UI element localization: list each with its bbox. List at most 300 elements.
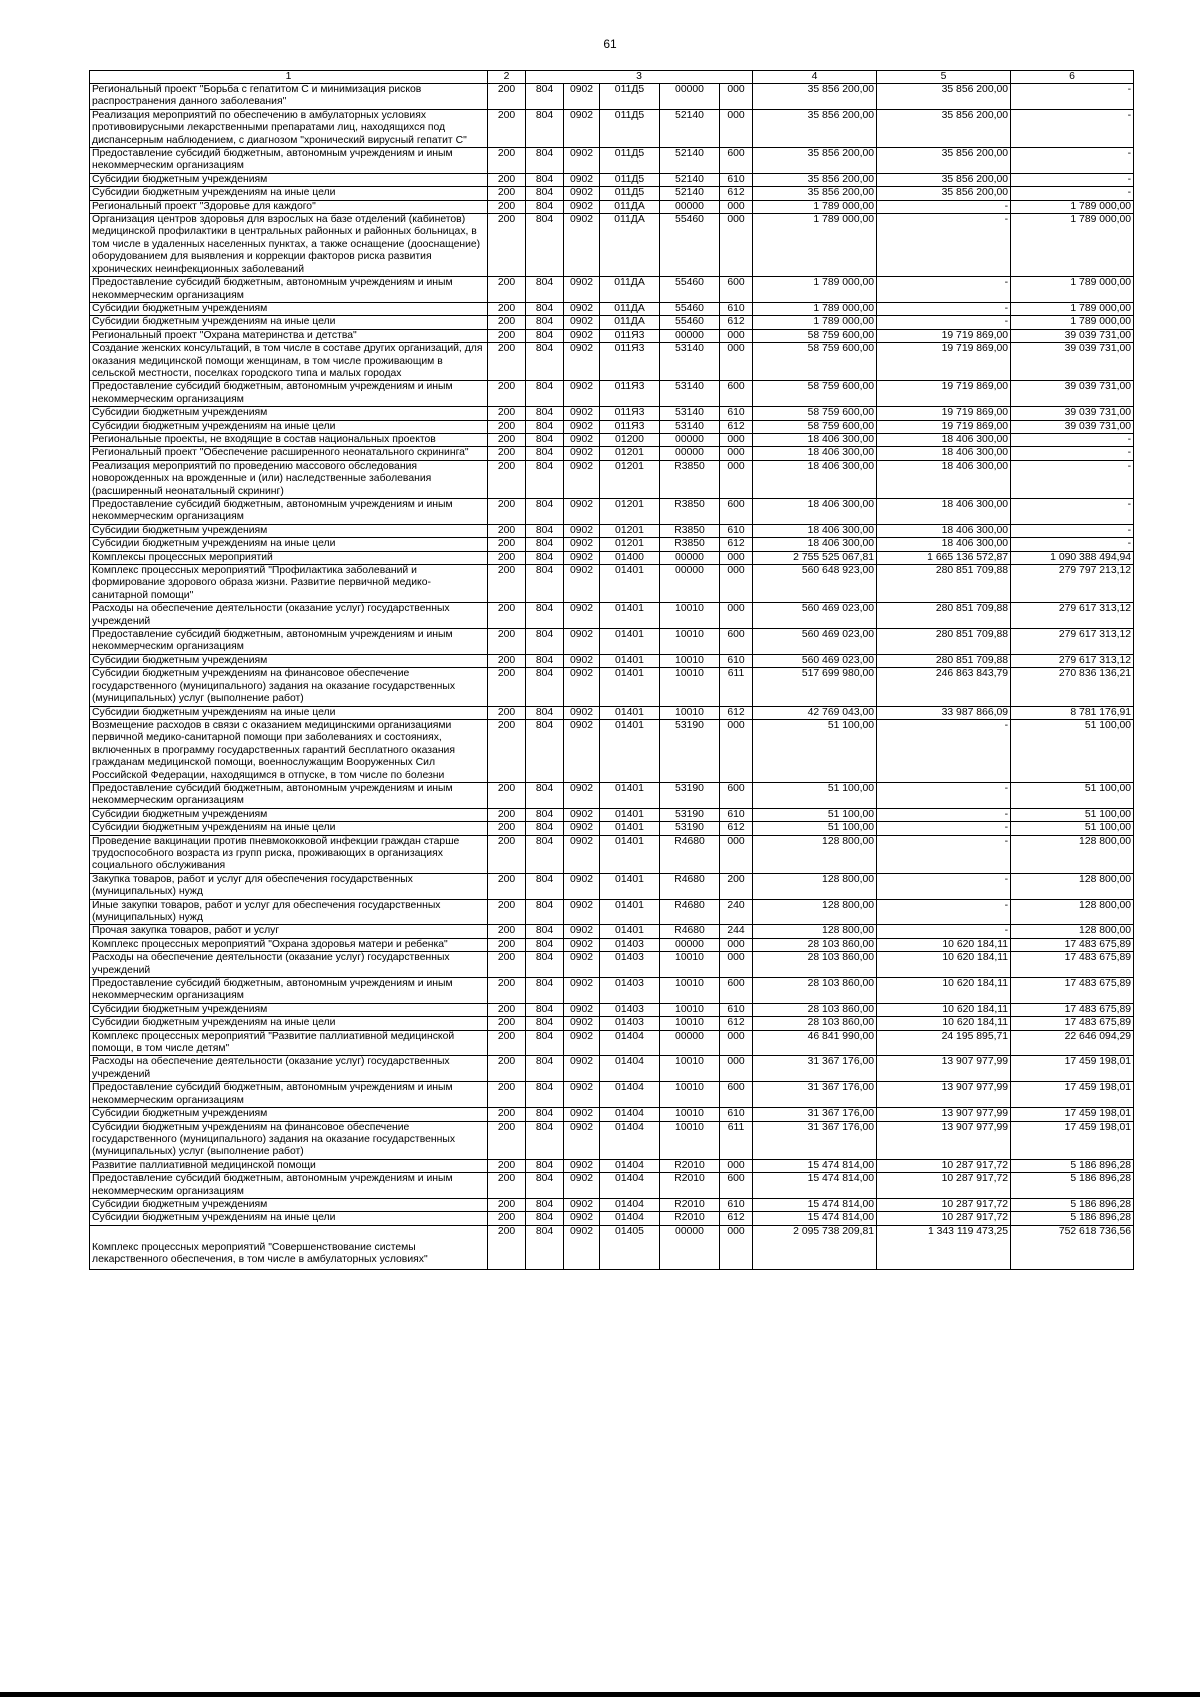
table-row	[90, 1212, 1134, 1225]
row-section-code: 804	[526, 84, 564, 110]
table-row	[90, 938, 1134, 951]
row-admin-code: 200	[488, 1198, 526, 1211]
row-program-code: 011Я3	[600, 329, 660, 342]
row-amount-remaining: 39 039 731,00	[1011, 343, 1134, 381]
row-name: Субсидии бюджетным учреждениям на финансовое обеспечение государственного (муниципального) задания на оказание государственных (муниципальных) услуг (выполнение работ)	[90, 668, 488, 706]
row-name: Предоставление субсидий бюджетным, автономным учреждениям и иным некоммерческим организациям	[90, 782, 488, 808]
row-section-code: 804	[526, 706, 564, 719]
row-section-code: 804	[526, 978, 564, 1004]
row-admin-code: 200	[488, 1159, 526, 1172]
row-expense-type: 612	[720, 1017, 753, 1030]
row-expense-type: 000	[720, 460, 753, 498]
table-row	[90, 187, 1134, 200]
row-program-code: 01405	[600, 1225, 660, 1269]
row-amount-plan: 31 367 176,00	[753, 1121, 877, 1159]
row-admin-code: 200	[488, 1225, 526, 1269]
row-amount-plan: 1 789 000,00	[753, 214, 877, 277]
row-amount-remaining: -	[1011, 460, 1134, 498]
row-expense-type: 612	[720, 538, 753, 551]
row-admin-code: 200	[488, 173, 526, 186]
row-expense-type: 000	[720, 1030, 753, 1056]
row-program-code: 01401	[600, 835, 660, 873]
row-amount-plan: 18 406 300,00	[753, 538, 877, 551]
row-amount-executed: -	[877, 214, 1011, 277]
row-name: Субсидии бюджетным учреждениям на иные цели	[90, 822, 488, 835]
row-admin-code: 200	[488, 302, 526, 315]
row-amount-executed: 18 406 300,00	[877, 433, 1011, 446]
row-program-code: 01401	[600, 873, 660, 899]
row-subsection-code: 0902	[564, 148, 600, 174]
row-program-code: 01401	[600, 925, 660, 938]
row-subsection-code: 0902	[564, 173, 600, 186]
row-section-code: 804	[526, 782, 564, 808]
row-subsection-code: 0902	[564, 1030, 600, 1056]
row-section-code: 804	[526, 1003, 564, 1016]
row-amount-executed: 10 287 917,72	[877, 1159, 1011, 1172]
row-amount-remaining: 39 039 731,00	[1011, 407, 1134, 420]
row-expense-type: 610	[720, 302, 753, 315]
row-name: Комплекс процессных мероприятий "Профилактика заболеваний и формирование здорового образа жизни. Развитие первичной медико-санитарной помощи"	[90, 565, 488, 603]
row-amount-executed: 10 620 184,11	[877, 1017, 1011, 1030]
row-amount-plan: 46 841 990,00	[753, 1030, 877, 1056]
table-row	[90, 1159, 1134, 1172]
row-subsection-code: 0902	[564, 84, 600, 110]
row-direction-code: 00000	[660, 329, 720, 342]
row-direction-code: R3850	[660, 538, 720, 551]
table-row	[90, 433, 1134, 446]
row-amount-executed: 18 406 300,00	[877, 524, 1011, 537]
row-amount-plan: 28 103 860,00	[753, 978, 877, 1004]
table-row	[90, 1225, 1134, 1269]
row-program-code: 011Д5	[600, 187, 660, 200]
row-subsection-code: 0902	[564, 706, 600, 719]
row-admin-code: 200	[488, 187, 526, 200]
row-program-code: 01201	[600, 538, 660, 551]
row-program-code: 011Я3	[600, 381, 660, 407]
row-program-code: 01201	[600, 460, 660, 498]
row-name: Организация центров здоровья для взрослых на базе отделений (кабинетов) медицинской профилактики в центральных районных и районных больницах, в том числе в удаленных населенных пунктах, а также оснащение (дооснащение) оборудованием для выявления и коррекции факторов риска развития хронических неинфекционных заболеваний	[90, 214, 488, 277]
row-amount-remaining: -	[1011, 538, 1134, 551]
row-expense-type: 610	[720, 1108, 753, 1121]
row-subsection-code: 0902	[564, 822, 600, 835]
row-section-code: 804	[526, 302, 564, 315]
row-direction-code: 10010	[660, 668, 720, 706]
row-direction-code: 10010	[660, 1017, 720, 1030]
row-direction-code: 55460	[660, 214, 720, 277]
row-expense-type: 610	[720, 407, 753, 420]
row-amount-remaining: 51 100,00	[1011, 782, 1134, 808]
header-col-1: 1	[90, 71, 488, 84]
row-name: Субсидии бюджетным учреждениям	[90, 1198, 488, 1211]
scan-bottom-edge	[0, 1692, 1200, 1697]
header-col-2: 2	[488, 71, 526, 84]
row-program-code: 01403	[600, 978, 660, 1004]
row-program-code: 01401	[600, 808, 660, 821]
table-row	[90, 978, 1134, 1004]
row-expense-type: 610	[720, 173, 753, 186]
row-program-code: 01404	[600, 1082, 660, 1108]
row-amount-remaining: 1 789 000,00	[1011, 214, 1134, 277]
row-amount-executed: 35 856 200,00	[877, 109, 1011, 147]
row-name: Субсидии бюджетным учреждениям на иные цели	[90, 706, 488, 719]
row-section-code: 804	[526, 1108, 564, 1121]
row-amount-plan: 517 699 980,00	[753, 668, 877, 706]
row-amount-executed: -	[877, 835, 1011, 873]
row-amount-remaining: 17 483 675,89	[1011, 978, 1134, 1004]
row-direction-code: 52140	[660, 148, 720, 174]
row-amount-plan: 31 367 176,00	[753, 1082, 877, 1108]
row-expense-type: 612	[720, 420, 753, 433]
row-section-code: 804	[526, 381, 564, 407]
row-admin-code: 200	[488, 668, 526, 706]
row-subsection-code: 0902	[564, 978, 600, 1004]
table-row	[90, 302, 1134, 315]
table-row	[90, 782, 1134, 808]
row-name: Реализация мероприятий по обеспечению в амбулаторных условиях противовирусными лекарственными препаратами лиц, находящихся под диспансерным наблюдением, с диагнозом "хронический вирусный гепатит С"	[90, 109, 488, 147]
row-amount-executed: 1 343 119 473,25	[877, 1225, 1011, 1269]
row-name: Субсидии бюджетным учреждениям на иные цели	[90, 538, 488, 551]
row-amount-executed: -	[877, 200, 1011, 213]
row-admin-code: 200	[488, 603, 526, 629]
row-amount-plan: 18 406 300,00	[753, 524, 877, 537]
row-expense-type: 600	[720, 277, 753, 303]
row-program-code: 011ДА	[600, 302, 660, 315]
row-direction-code: 00000	[660, 551, 720, 564]
row-admin-code: 200	[488, 1082, 526, 1108]
table-row	[90, 200, 1134, 213]
row-subsection-code: 0902	[564, 565, 600, 603]
row-amount-remaining: -	[1011, 433, 1134, 446]
row-amount-remaining: 5 186 896,28	[1011, 1198, 1134, 1211]
row-section-code: 804	[526, 1198, 564, 1211]
row-section-code: 804	[526, 460, 564, 498]
row-amount-executed: 19 719 869,00	[877, 381, 1011, 407]
row-admin-code: 200	[488, 109, 526, 147]
row-program-code: 01403	[600, 952, 660, 978]
row-direction-code: 10010	[660, 603, 720, 629]
row-subsection-code: 0902	[564, 420, 600, 433]
row-admin-code: 200	[488, 654, 526, 667]
row-expense-type: 200	[720, 873, 753, 899]
row-subsection-code: 0902	[564, 654, 600, 667]
row-section-code: 804	[526, 277, 564, 303]
row-name: Субсидии бюджетным учреждениям на иные цели	[90, 1212, 488, 1225]
table-row	[90, 1082, 1134, 1108]
row-amount-plan: 15 474 814,00	[753, 1173, 877, 1199]
row-program-code: 01403	[600, 1017, 660, 1030]
row-name: Расходы на обеспечение деятельности (оказание услуг) государственных учреждений	[90, 1056, 488, 1082]
row-name: Предоставление субсидий бюджетным, автономным учреждениям и иным некоммерческим организациям	[90, 1173, 488, 1199]
row-expense-type: 000	[720, 200, 753, 213]
row-name: Субсидии бюджетным учреждениям на финансовое обеспечение государственного (муниципального) задания на оказание государственных (муниципальных) услуг (выполнение работ)	[90, 1121, 488, 1159]
table-row	[90, 1017, 1134, 1030]
row-program-code: 011Я3	[600, 420, 660, 433]
row-amount-executed: 280 851 709,88	[877, 629, 1011, 655]
row-amount-remaining: 279 617 313,12	[1011, 654, 1134, 667]
row-direction-code: 55460	[660, 316, 720, 329]
row-expense-type: 000	[720, 603, 753, 629]
row-direction-code: R4680	[660, 835, 720, 873]
row-amount-executed: -	[877, 719, 1011, 782]
row-direction-code: 10010	[660, 1003, 720, 1016]
row-name: Создание женских консультаций, в том числе в составе других организаций, для оказания медицинской помощи женщинам, в том числе проживающим в сельской местности, поселках городского типа и малых городах	[90, 343, 488, 381]
row-amount-remaining: 51 100,00	[1011, 719, 1134, 782]
table-row	[90, 1108, 1134, 1121]
row-direction-code: 55460	[660, 302, 720, 315]
row-amount-remaining: 17 483 675,89	[1011, 1003, 1134, 1016]
table-row	[90, 407, 1134, 420]
header-col-6: 6	[1011, 71, 1134, 84]
row-expense-type: 000	[720, 719, 753, 782]
row-name: Региональный проект "Обеспечение расширенного неонатального скрининга"	[90, 447, 488, 460]
row-amount-remaining: -	[1011, 499, 1134, 525]
row-name: Комплекс процессных мероприятий "Охрана здоровья матери и ребенка"	[90, 938, 488, 951]
row-amount-executed: 33 987 866,09	[877, 706, 1011, 719]
row-admin-code: 200	[488, 84, 526, 110]
row-name: Региональный проект "Охрана материнства и детства"	[90, 329, 488, 342]
table-row	[90, 538, 1134, 551]
row-amount-plan: 560 469 023,00	[753, 629, 877, 655]
row-subsection-code: 0902	[564, 551, 600, 564]
row-amount-plan: 58 759 600,00	[753, 420, 877, 433]
row-section-code: 804	[526, 173, 564, 186]
row-amount-plan: 51 100,00	[753, 822, 877, 835]
row-expense-type: 612	[720, 187, 753, 200]
table-row	[90, 925, 1134, 938]
row-amount-plan: 35 856 200,00	[753, 173, 877, 186]
table-row	[90, 952, 1134, 978]
row-amount-plan: 28 103 860,00	[753, 1017, 877, 1030]
row-amount-plan: 28 103 860,00	[753, 952, 877, 978]
row-section-code: 804	[526, 214, 564, 277]
row-expense-type: 600	[720, 1173, 753, 1199]
row-admin-code: 200	[488, 873, 526, 899]
row-section-code: 804	[526, 873, 564, 899]
row-amount-executed: 18 406 300,00	[877, 499, 1011, 525]
row-section-code: 804	[526, 1212, 564, 1225]
row-name: Предоставление субсидий бюджетным, автономным учреждениям и иным некоммерческим организациям	[90, 978, 488, 1004]
row-section-code: 804	[526, 329, 564, 342]
row-subsection-code: 0902	[564, 1212, 600, 1225]
row-subsection-code: 0902	[564, 808, 600, 821]
row-name: Субсидии бюджетным учреждениям на иные цели	[90, 187, 488, 200]
row-subsection-code: 0902	[564, 835, 600, 873]
row-amount-plan: 15 474 814,00	[753, 1212, 877, 1225]
row-amount-plan: 51 100,00	[753, 808, 877, 821]
row-admin-code: 200	[488, 978, 526, 1004]
row-admin-code: 200	[488, 1173, 526, 1199]
row-direction-code: 00000	[660, 938, 720, 951]
row-program-code: 01404	[600, 1056, 660, 1082]
row-admin-code: 200	[488, 1003, 526, 1016]
row-amount-executed: 13 907 977,99	[877, 1121, 1011, 1159]
row-direction-code: 00000	[660, 433, 720, 446]
row-expense-type: 610	[720, 524, 753, 537]
row-amount-plan: 42 769 043,00	[753, 706, 877, 719]
row-section-code: 804	[526, 938, 564, 951]
row-subsection-code: 0902	[564, 1056, 600, 1082]
row-amount-remaining: 8 781 176,91	[1011, 706, 1134, 719]
row-amount-plan: 1 789 000,00	[753, 200, 877, 213]
row-expense-type: 000	[720, 551, 753, 564]
row-admin-code: 200	[488, 538, 526, 551]
row-amount-plan: 128 800,00	[753, 899, 877, 925]
row-amount-remaining: 5 186 896,28	[1011, 1173, 1134, 1199]
row-amount-executed: 35 856 200,00	[877, 173, 1011, 186]
row-admin-code: 200	[488, 1030, 526, 1056]
row-program-code: 01201	[600, 447, 660, 460]
row-amount-executed: 19 719 869,00	[877, 407, 1011, 420]
row-section-code: 804	[526, 1030, 564, 1056]
row-section-code: 804	[526, 899, 564, 925]
row-admin-code: 200	[488, 629, 526, 655]
row-amount-plan: 58 759 600,00	[753, 329, 877, 342]
row-amount-executed: 10 287 917,72	[877, 1212, 1011, 1225]
row-amount-remaining: 1 789 000,00	[1011, 200, 1134, 213]
row-expense-type: 610	[720, 1198, 753, 1211]
row-section-code: 804	[526, 1056, 564, 1082]
row-direction-code: 10010	[660, 952, 720, 978]
row-expense-type: 600	[720, 381, 753, 407]
row-subsection-code: 0902	[564, 1121, 600, 1159]
row-expense-type: 600	[720, 629, 753, 655]
row-direction-code: 53140	[660, 420, 720, 433]
row-admin-code: 200	[488, 214, 526, 277]
row-amount-plan: 2 095 738 209,81	[753, 1225, 877, 1269]
row-subsection-code: 0902	[564, 538, 600, 551]
row-admin-code: 200	[488, 565, 526, 603]
row-amount-executed: 1 665 136 572,87	[877, 551, 1011, 564]
row-program-code: 01200	[600, 433, 660, 446]
row-admin-code: 200	[488, 316, 526, 329]
row-expense-type: 000	[720, 1159, 753, 1172]
row-expense-type: 000	[720, 938, 753, 951]
row-direction-code: R3850	[660, 460, 720, 498]
row-amount-executed: 24 195 895,71	[877, 1030, 1011, 1056]
row-admin-code: 200	[488, 148, 526, 174]
row-subsection-code: 0902	[564, 668, 600, 706]
row-name: Региональный проект "Борьба с гепатитом С и минимизация рисков распространения данного заболевания"	[90, 84, 488, 110]
row-section-code: 804	[526, 551, 564, 564]
row-subsection-code: 0902	[564, 782, 600, 808]
row-subsection-code: 0902	[564, 302, 600, 315]
row-section-code: 804	[526, 109, 564, 147]
row-section-code: 804	[526, 420, 564, 433]
row-program-code: 011ДА	[600, 316, 660, 329]
table-row	[90, 524, 1134, 537]
row-section-code: 804	[526, 499, 564, 525]
row-subsection-code: 0902	[564, 719, 600, 782]
row-program-code: 011Д5	[600, 148, 660, 174]
table-row	[90, 214, 1134, 277]
row-amount-executed: 246 863 843,79	[877, 668, 1011, 706]
row-name: Расходы на обеспечение деятельности (оказание услуг) государственных учреждений	[90, 603, 488, 629]
row-expense-type: 610	[720, 654, 753, 667]
row-admin-code: 200	[488, 343, 526, 381]
row-amount-plan: 560 469 023,00	[753, 654, 877, 667]
row-section-code: 804	[526, 835, 564, 873]
row-section-code: 804	[526, 447, 564, 460]
row-program-code: 01404	[600, 1108, 660, 1121]
table-row	[90, 148, 1134, 174]
table-row	[90, 1121, 1134, 1159]
row-program-code: 01401	[600, 782, 660, 808]
row-amount-executed: 13 907 977,99	[877, 1108, 1011, 1121]
row-amount-remaining: 279 617 313,12	[1011, 603, 1134, 629]
row-direction-code: R2010	[660, 1198, 720, 1211]
row-amount-remaining: -	[1011, 109, 1134, 147]
row-admin-code: 200	[488, 551, 526, 564]
row-section-code: 804	[526, 629, 564, 655]
row-name: Расходы на обеспечение деятельности (оказание услуг) государственных учреждений	[90, 952, 488, 978]
row-amount-executed: 10 620 184,11	[877, 952, 1011, 978]
row-amount-executed: 35 856 200,00	[877, 187, 1011, 200]
row-admin-code: 200	[488, 1056, 526, 1082]
row-program-code: 01201	[600, 524, 660, 537]
row-admin-code: 200	[488, 938, 526, 951]
row-amount-plan: 128 800,00	[753, 873, 877, 899]
row-admin-code: 200	[488, 420, 526, 433]
row-direction-code: 10010	[660, 654, 720, 667]
row-program-code: 01403	[600, 1003, 660, 1016]
row-amount-executed: -	[877, 782, 1011, 808]
row-direction-code: 00000	[660, 565, 720, 603]
row-expense-type: 000	[720, 565, 753, 603]
row-subsection-code: 0902	[564, 109, 600, 147]
row-name: Закупка товаров, работ и услуг для обеспечения государственных (муниципальных) нужд	[90, 873, 488, 899]
table-row	[90, 551, 1134, 564]
row-amount-remaining: -	[1011, 173, 1134, 186]
row-amount-remaining: 17 459 198,01	[1011, 1108, 1134, 1121]
header-col-3: 3	[526, 71, 753, 84]
row-program-code: 01401	[600, 822, 660, 835]
row-amount-executed: 10 287 917,72	[877, 1173, 1011, 1199]
row-section-code: 804	[526, 316, 564, 329]
row-admin-code: 200	[488, 407, 526, 420]
header-col-5: 5	[877, 71, 1011, 84]
row-direction-code: 52140	[660, 187, 720, 200]
row-direction-code: 00000	[660, 447, 720, 460]
table-row	[90, 420, 1134, 433]
table-row	[90, 835, 1134, 873]
row-amount-executed: 13 907 977,99	[877, 1056, 1011, 1082]
row-direction-code: 10010	[660, 978, 720, 1004]
row-name: Комплекс процессных мероприятий "Развитие паллиативной медицинской помощи, в том числе детям"	[90, 1030, 488, 1056]
row-subsection-code: 0902	[564, 447, 600, 460]
row-name: Предоставление субсидий бюджетным, автономным учреждениям и иным некоммерческим организациям	[90, 148, 488, 174]
row-amount-executed: 19 719 869,00	[877, 329, 1011, 342]
row-subsection-code: 0902	[564, 499, 600, 525]
row-admin-code: 200	[488, 719, 526, 782]
row-name: Иные закупки товаров, работ и услуг для обеспечения государственных (муниципальных) нужд	[90, 899, 488, 925]
row-amount-remaining: 51 100,00	[1011, 808, 1134, 821]
row-subsection-code: 0902	[564, 873, 600, 899]
row-amount-executed: 10 287 917,72	[877, 1198, 1011, 1211]
row-direction-code: 10010	[660, 1056, 720, 1082]
row-admin-code: 200	[488, 822, 526, 835]
row-amount-remaining: 1 789 000,00	[1011, 302, 1134, 315]
row-expense-type: 612	[720, 706, 753, 719]
row-amount-executed: -	[877, 277, 1011, 303]
row-direction-code: 53140	[660, 343, 720, 381]
row-amount-plan: 31 367 176,00	[753, 1108, 877, 1121]
row-direction-code: 00000	[660, 200, 720, 213]
row-amount-plan: 560 648 923,00	[753, 565, 877, 603]
row-amount-executed: -	[877, 808, 1011, 821]
row-amount-remaining: 279 797 213,12	[1011, 565, 1134, 603]
table-row	[90, 629, 1134, 655]
table-header-row	[90, 71, 1134, 84]
